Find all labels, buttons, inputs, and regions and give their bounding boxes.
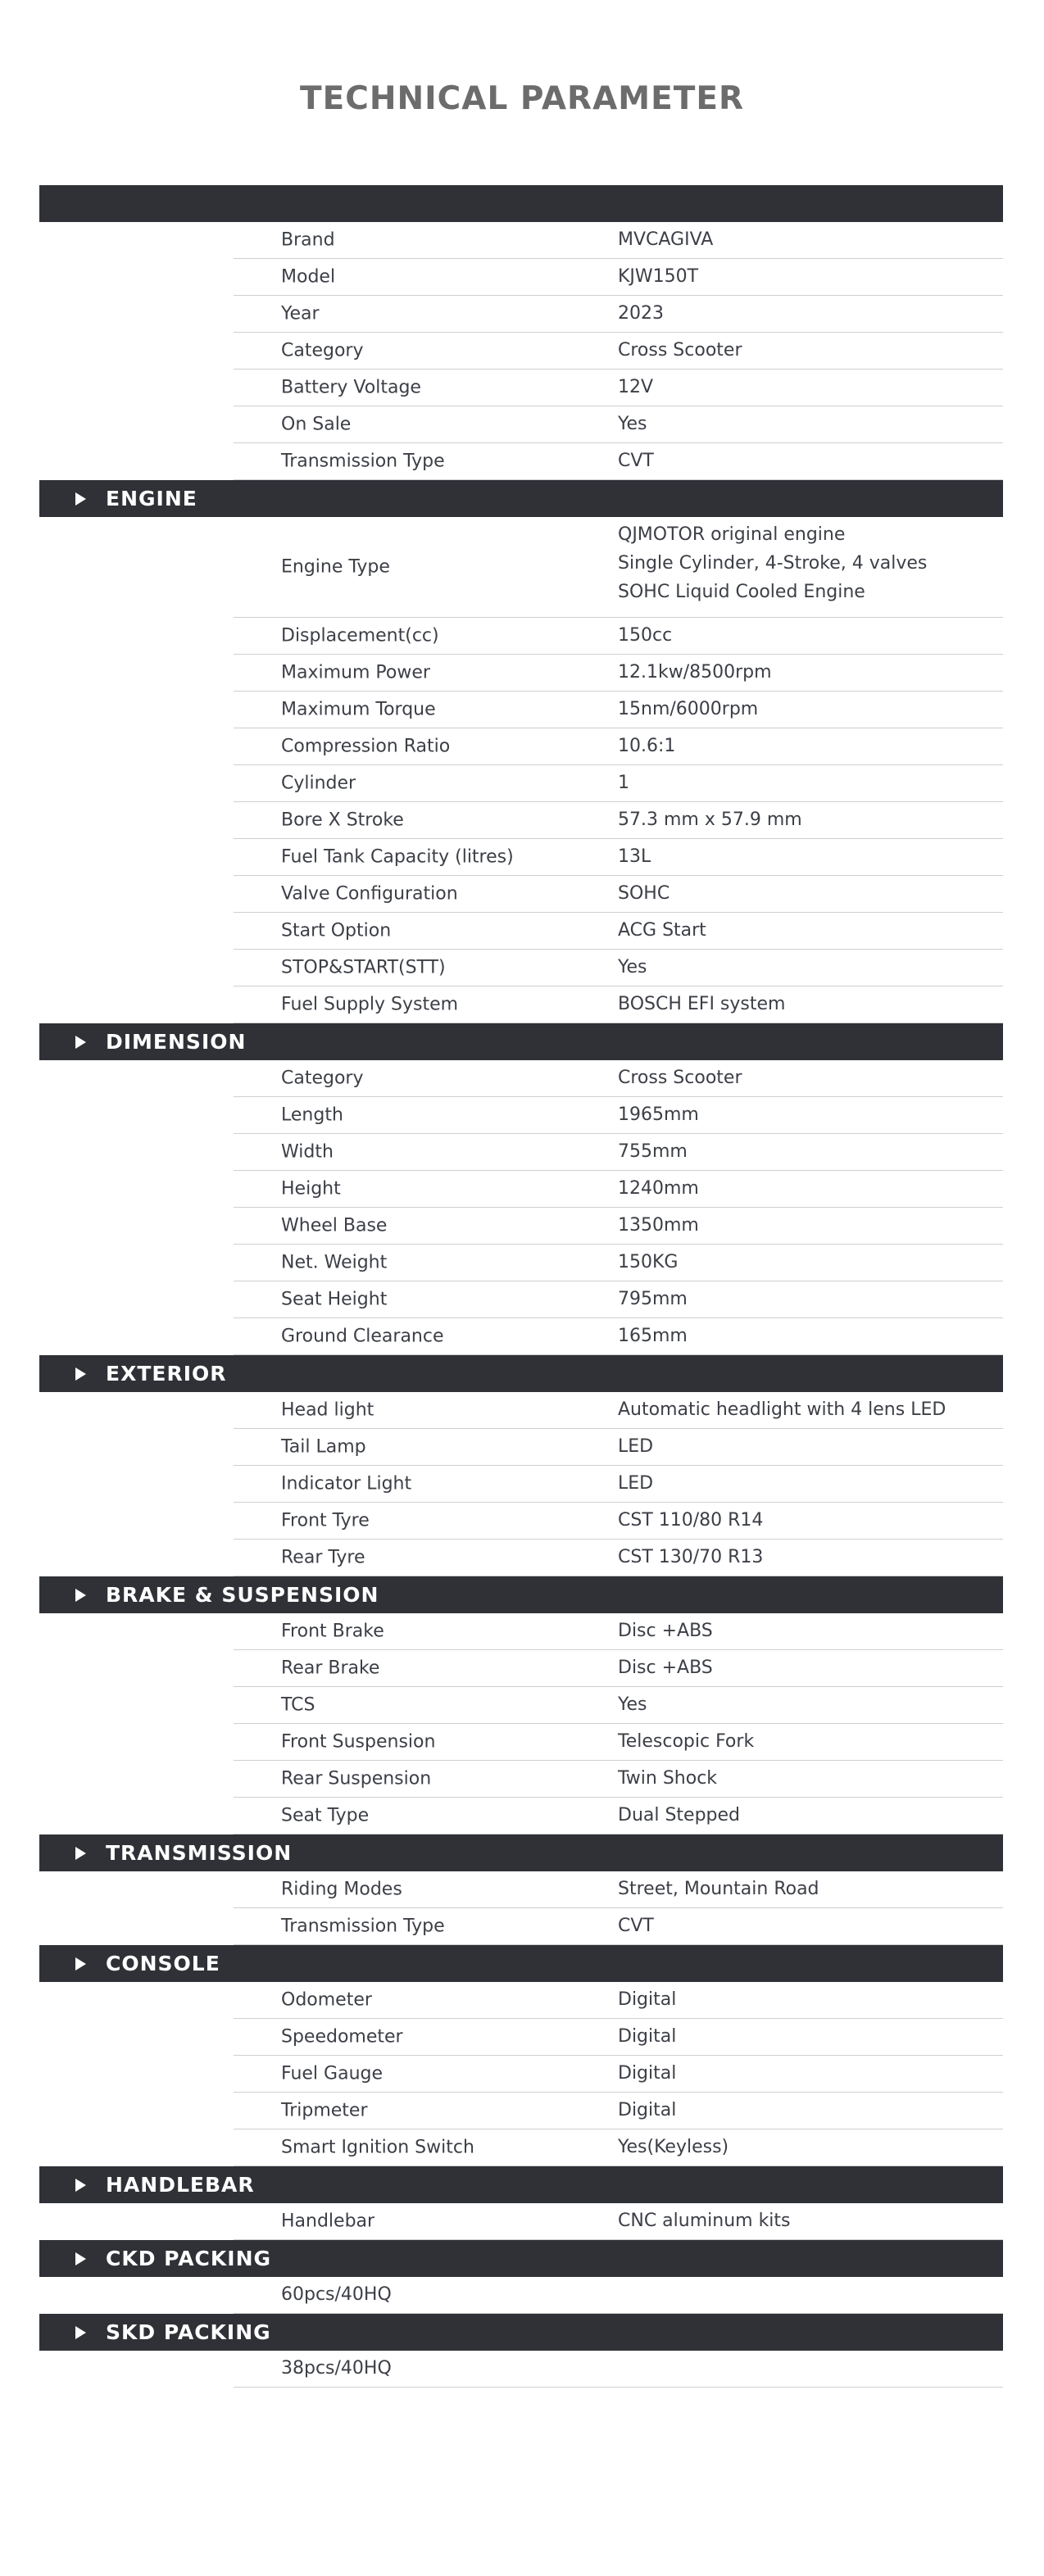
spec-value xyxy=(618,517,1003,617)
spec-label: Brand xyxy=(281,229,335,251)
spec-label: Engine Type xyxy=(281,556,390,578)
spec-row xyxy=(234,913,1003,950)
triangle-right-icon xyxy=(75,2252,86,2265)
spec-label: Smart Ignition Switch xyxy=(281,2137,474,2158)
spec-row xyxy=(234,1908,1003,1945)
spec-label: Tripmeter xyxy=(281,2100,368,2121)
spec-row xyxy=(234,1060,1003,1097)
spec-row xyxy=(234,1761,1003,1798)
spec-value: Disc +ABS xyxy=(618,1621,713,1641)
spec-value: 12V xyxy=(618,377,654,397)
spec-label: Front Brake xyxy=(281,1621,384,1642)
spec-label: Compression Ratio xyxy=(281,736,451,757)
spec-row xyxy=(234,2056,1003,2093)
spec-label: Fuel Supply System xyxy=(281,994,459,1015)
section-title: HANDLEBAR xyxy=(106,2173,255,2197)
spec-value: Cross Scooter xyxy=(618,340,742,361)
spec-label: Bore X Stroke xyxy=(281,810,404,831)
spec-value: 15nm/6000rpm xyxy=(618,699,759,719)
spec-label: TCS xyxy=(281,1694,315,1716)
spec-row xyxy=(234,986,1003,1023)
spec-value: Disc +ABS xyxy=(618,1658,713,1678)
section-general xyxy=(39,222,1003,480)
spec-row xyxy=(234,839,1003,876)
spec-value: 150cc xyxy=(618,625,673,646)
spec-label: Displacement(cc) xyxy=(281,625,439,646)
spec-value: 165mm xyxy=(618,1326,688,1346)
section-dimension xyxy=(39,1060,1003,1355)
spec-row xyxy=(234,2019,1003,2056)
spec-value: Digital xyxy=(618,2026,677,2047)
section-title: CONSOLE xyxy=(106,1952,220,1975)
section-console xyxy=(39,1982,1003,2166)
spec-label: Height xyxy=(281,1178,341,1200)
spec-row xyxy=(234,370,1003,406)
spec-label: Width xyxy=(281,1141,334,1163)
spec-value: 10.6:1 xyxy=(618,736,676,756)
spec-row xyxy=(234,1687,1003,1724)
section-header-dimension xyxy=(39,1023,1003,1060)
page-title: TECHNICAL PARAMETER xyxy=(299,80,744,117)
spec-value: 1 xyxy=(618,773,629,793)
section-header-general xyxy=(39,185,1003,222)
spec-row xyxy=(234,1429,1003,1466)
spec-label: Ground Clearance xyxy=(281,1326,444,1347)
section-brake-suspension xyxy=(39,1613,1003,1834)
spec-row xyxy=(234,655,1003,692)
spec-label: Net. Weight xyxy=(281,1252,388,1273)
spec-row xyxy=(234,296,1003,333)
spec-value: Digital xyxy=(618,2100,677,2120)
spec-row xyxy=(234,765,1003,802)
spec-value: 1240mm xyxy=(618,1178,699,1199)
spec-value: CVT xyxy=(618,1916,654,1936)
spec-label: Tail Lamp xyxy=(281,1436,366,1458)
spec-label: Model xyxy=(281,266,336,288)
spec-table xyxy=(39,185,1003,2388)
spec-label: Odometer xyxy=(281,1989,372,2011)
spec-row xyxy=(234,1466,1003,1503)
spec-label: Riding Modes xyxy=(281,1879,402,1900)
triangle-right-icon xyxy=(75,1589,86,1602)
spec-row xyxy=(234,2093,1003,2129)
section-title: EXTERIOR xyxy=(106,1362,227,1386)
section-header-ckd-packing xyxy=(39,2240,1003,2277)
section-engine xyxy=(39,517,1003,1023)
triangle-right-icon xyxy=(75,2326,86,2339)
section-header-skd-packing xyxy=(39,2314,1003,2351)
spec-label: Battery Voltage xyxy=(281,377,421,398)
spec-value: LED xyxy=(618,1436,654,1457)
triangle-right-icon xyxy=(75,1957,86,1971)
section-header-console xyxy=(39,1945,1003,1982)
spec-row: 60pcs/40HQ xyxy=(234,2277,1003,2314)
spec-value: Street, Mountain Road xyxy=(618,1879,819,1899)
spec-label: Year xyxy=(281,303,320,324)
spec-row-engine-type xyxy=(234,517,1003,618)
spec-label: Category xyxy=(281,340,364,361)
spec-label: Speedometer xyxy=(281,2026,403,2048)
spec-row xyxy=(234,1650,1003,1687)
section-exterior xyxy=(39,1392,1003,1576)
spec-row xyxy=(234,1540,1003,1576)
spec-row xyxy=(234,802,1003,839)
spec-value: ACG Start xyxy=(618,920,706,941)
spec-row xyxy=(234,728,1003,765)
spec-label: Seat Height xyxy=(281,1289,388,1310)
spec-value: 150KG xyxy=(618,1252,679,1272)
spec-value: Digital xyxy=(618,2063,677,2084)
spec-label: STOP&START(STT) xyxy=(281,957,446,978)
spec-value: Twin Shock xyxy=(618,1768,718,1789)
spec-label: Transmission Type xyxy=(281,1916,445,1937)
spec-label: Handlebar xyxy=(281,2211,375,2232)
triangle-right-icon xyxy=(75,492,86,506)
spec-row xyxy=(234,1798,1003,1834)
spec-value: 12.1kw/8500rpm xyxy=(618,662,772,683)
spec-value: Yes xyxy=(618,414,647,434)
spec-value-line: Single Cylinder, 4-Stroke, 4 valves xyxy=(618,553,928,574)
spec-label: Fuel Gauge xyxy=(281,2063,384,2084)
spec-value: CST 110/80 R14 xyxy=(618,1510,764,1531)
spec-value: 13L xyxy=(618,846,651,867)
spec-value: CNC aluminum kits xyxy=(618,2211,791,2231)
spec-row xyxy=(234,443,1003,480)
spec-label: Category xyxy=(281,1068,364,1089)
spec-row xyxy=(234,950,1003,986)
spec-row xyxy=(234,1171,1003,1208)
spec-row xyxy=(234,1871,1003,1908)
spec-value-line: QJMOTOR original engine xyxy=(618,524,846,545)
spec-value: 1965mm xyxy=(618,1104,699,1125)
section-title: ENGINE xyxy=(106,487,197,510)
spec-row xyxy=(234,2203,1003,2240)
spec-label: Cylinder xyxy=(281,773,356,794)
spec-value: Yes(Keyless) xyxy=(618,2137,729,2157)
spec-label: Transmission Type xyxy=(281,451,445,472)
spec-row xyxy=(234,1982,1003,2019)
spec-row xyxy=(234,1724,1003,1761)
spec-value: Dual Stepped xyxy=(618,1805,741,1825)
spec-value-line: SOHC Liquid Cooled Engine xyxy=(618,582,865,602)
section-title: SKD PACKING xyxy=(106,2320,271,2344)
triangle-right-icon xyxy=(75,1367,86,1381)
spec-label: Front Tyre xyxy=(281,1510,370,1531)
spec-value: Cross Scooter xyxy=(618,1068,742,1088)
spec-row xyxy=(234,1281,1003,1318)
spec-value: Yes xyxy=(618,957,647,977)
spec-row xyxy=(234,876,1003,913)
spec-value: 2023 xyxy=(618,303,664,324)
spec-label: Maximum Power xyxy=(281,662,430,683)
spec-label: On Sale xyxy=(281,414,352,435)
spec-value: 795mm xyxy=(618,1289,688,1309)
spec-row xyxy=(234,1134,1003,1171)
spec-row xyxy=(234,1613,1003,1650)
spec-value: Automatic headlight with 4 lens LED xyxy=(618,1399,946,1420)
spec-label: Head light xyxy=(281,1399,374,1421)
spec-label: Front Suspension xyxy=(281,1731,436,1753)
spec-value: KJW150T xyxy=(618,266,699,287)
spec-row xyxy=(234,618,1003,655)
section-handlebar xyxy=(39,2203,1003,2240)
spec-label: Seat Type xyxy=(281,1805,370,1826)
spec-label: Valve Configuration xyxy=(281,883,458,905)
spec-row xyxy=(234,1318,1003,1355)
spec-row xyxy=(234,333,1003,370)
spec-value: SOHC xyxy=(618,883,670,904)
section-title: BRAKE & SUSPENSION xyxy=(106,1583,379,1607)
spec-row xyxy=(234,1245,1003,1281)
spec-row xyxy=(234,259,1003,296)
spec-label: Rear Brake xyxy=(281,1658,380,1679)
spec-value: LED xyxy=(618,1473,654,1494)
triangle-right-icon xyxy=(75,1847,86,1860)
spec-label: Start Option xyxy=(281,920,392,941)
spec-value: CST 130/70 R13 xyxy=(618,1547,764,1567)
spec-row xyxy=(234,1097,1003,1134)
spec-value: Telescopic Fork xyxy=(618,1731,755,1752)
spec-value: CVT xyxy=(618,451,654,471)
spec-value: 57.3 mm x 57.9 mm xyxy=(618,810,802,830)
section-skd-packing xyxy=(39,2351,1003,2388)
section-title: DIMENSION xyxy=(106,1030,247,1054)
section-header-engine xyxy=(39,480,1003,517)
spec-row: 38pcs/40HQ xyxy=(234,2351,1003,2388)
spec-label: Indicator Light xyxy=(281,1473,412,1494)
spec-value: Digital xyxy=(618,1989,677,2010)
triangle-right-icon xyxy=(75,1036,86,1049)
section-ckd-packing xyxy=(39,2277,1003,2314)
section-transmission xyxy=(39,1871,1003,1945)
section-header-brake-suspension xyxy=(39,1576,1003,1613)
spec-row xyxy=(234,2129,1003,2166)
spec-value: MVCAGIVA xyxy=(618,229,714,250)
section-title: CKD PACKING xyxy=(106,2247,272,2270)
spec-row xyxy=(234,406,1003,443)
spec-row xyxy=(234,692,1003,728)
spec-label: Rear Suspension xyxy=(281,1768,432,1789)
spec-label: Maximum Torque xyxy=(281,699,436,720)
spec-label: Rear Tyre xyxy=(281,1547,365,1568)
spec-value: BOSCH EFI system xyxy=(618,994,786,1014)
triangle-right-icon xyxy=(75,2179,86,2192)
spec-value: 1350mm xyxy=(618,1215,699,1236)
spec-row xyxy=(234,222,1003,259)
spec-value: 755mm xyxy=(618,1141,688,1162)
spec-value: Yes xyxy=(618,1694,647,1715)
spec-label: Fuel Tank Capacity (litres) xyxy=(281,846,514,868)
section-header-exterior xyxy=(39,1355,1003,1392)
section-header-handlebar xyxy=(39,2166,1003,2203)
section-title: TRANSMISSION xyxy=(106,1841,293,1865)
spec-row xyxy=(234,1208,1003,1245)
spec-label: Wheel Base xyxy=(281,1215,388,1236)
section-header-transmission xyxy=(39,1834,1003,1871)
spec-row xyxy=(234,1392,1003,1429)
spec-row xyxy=(234,1503,1003,1540)
spec-label: Length xyxy=(281,1104,343,1126)
